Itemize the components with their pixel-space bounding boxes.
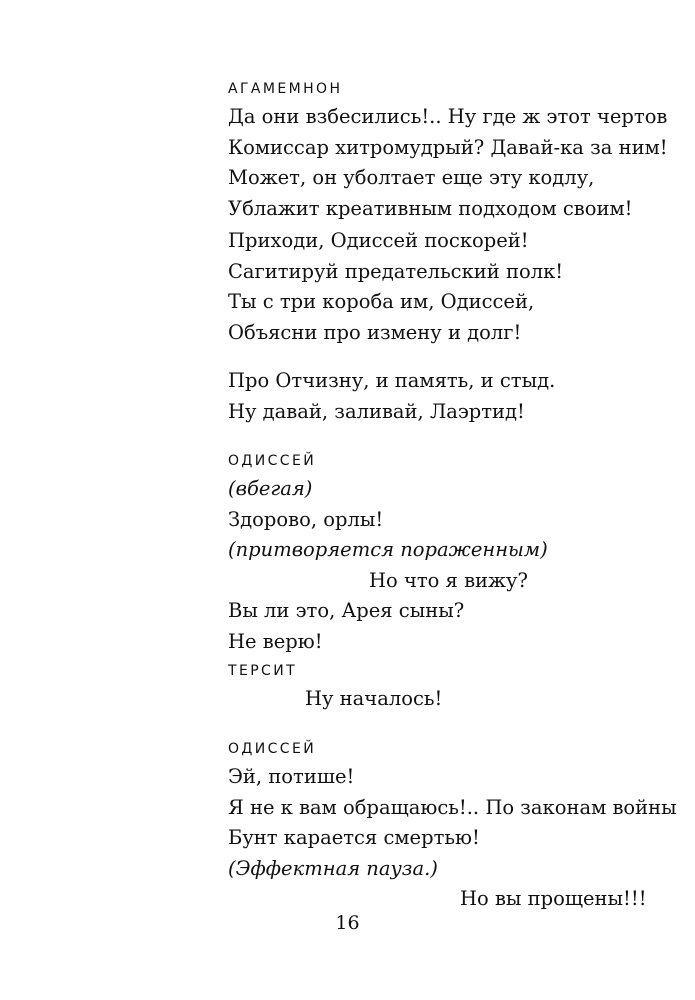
verse-line: Ну давай, заливай, Лаэртид! bbox=[228, 399, 525, 423]
verse-line: Здорово, орлы! bbox=[228, 507, 384, 531]
verse-line: Сагитируй предательский полк! bbox=[228, 259, 564, 283]
stanza-3 bbox=[228, 366, 668, 427]
speech-odysseus bbox=[228, 452, 668, 657]
verse-line-indented: Но что я вижу? bbox=[369, 568, 528, 592]
speaker-name: ОДИССЕЙ bbox=[228, 453, 317, 469]
verse-line-indented: Ну началось! bbox=[305, 687, 443, 710]
verse-line: Может, он уболтает еще эту кодлу, bbox=[228, 166, 595, 189]
verse-line: Объясни про измену и долг! bbox=[228, 320, 522, 344]
stanza-2 bbox=[228, 226, 668, 348]
page-number: 16 bbox=[335, 912, 360, 934]
verse-line: Вы ли это, Арея сыны? bbox=[228, 599, 465, 622]
stage-direction: (вбегая) bbox=[228, 477, 313, 500]
verse-line: Ублажит креативным подходом своим! bbox=[228, 196, 633, 220]
stage-direction: (Эффектная пауза.) bbox=[228, 856, 438, 880]
verse-line: Комиссар хитромудрый? Давай-ка за ним! bbox=[228, 135, 668, 159]
speech-thersites bbox=[228, 662, 668, 715]
stage-direction: (притворяется пораженным) bbox=[228, 538, 548, 561]
verse-line: Бунт карается смертью! bbox=[228, 826, 480, 849]
verse-line: Я не к вам обращаюсь!.. По законам войны bbox=[228, 795, 677, 819]
speaker-name: ТЕРСИТ bbox=[228, 663, 298, 679]
verse-line: Эй, потише! bbox=[228, 765, 355, 788]
verse-line: Про Отчизну, и память, и стыд. bbox=[228, 369, 556, 392]
verse-line: Приходи, Одиссей поскорей! bbox=[228, 229, 529, 252]
speaker-name: ОДИССЕЙ bbox=[228, 741, 317, 757]
verse-line: Не верю! bbox=[228, 629, 323, 653]
speech-agamemnon bbox=[228, 80, 668, 224]
speech-odysseus-2 bbox=[228, 740, 677, 915]
verse-line-indented: Но вы прощены!!! bbox=[460, 887, 647, 910]
verse-line: Ты с три короба им, Одиссей, bbox=[228, 290, 535, 313]
speaker-name: АГАМЕМНОН bbox=[228, 81, 343, 97]
verse-line: Да они взбесились!.. Ну где ж этот чертов bbox=[228, 105, 668, 128]
